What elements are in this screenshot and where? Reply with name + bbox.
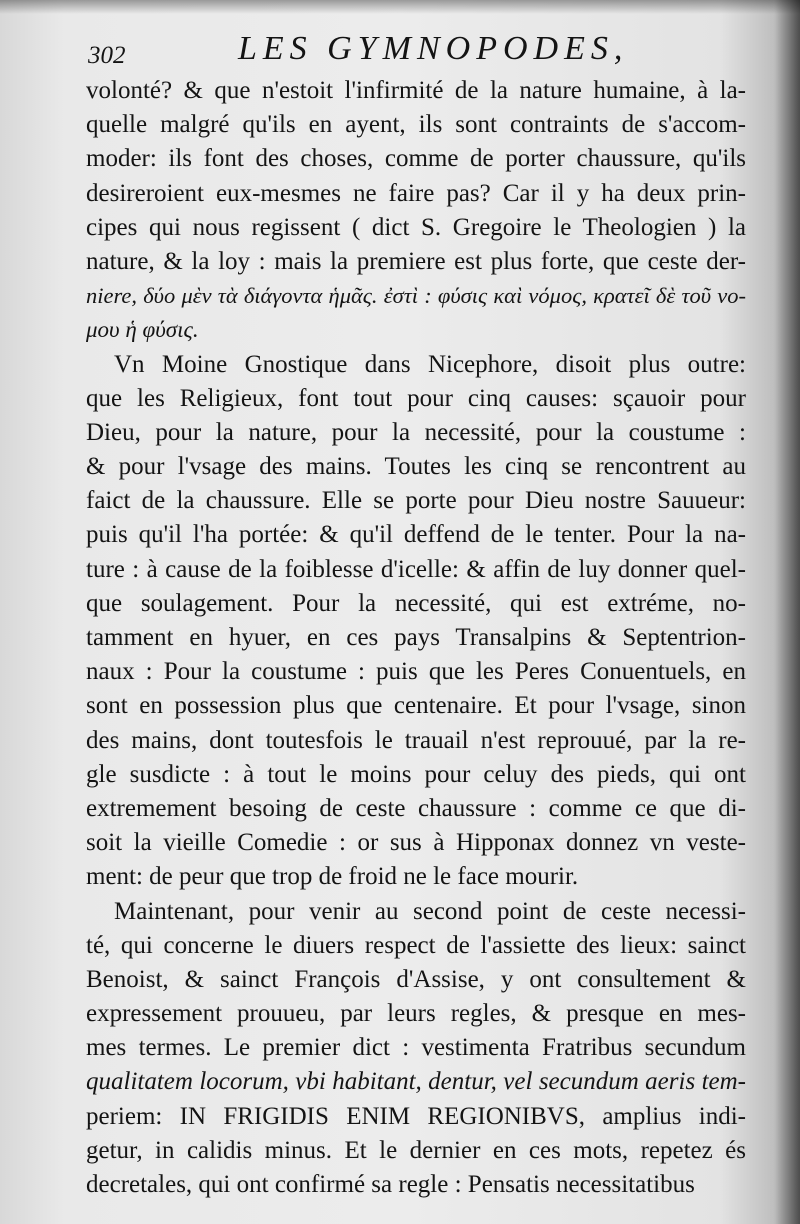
text-line: des mains, dont toutesfois le trauail n'est reprouué, par la re- bbox=[86, 726, 746, 754]
page-top-shadow bbox=[0, 0, 800, 14]
page-number: 302 bbox=[88, 42, 126, 69]
body-text bbox=[86, 74, 746, 1202]
text-line: Benoist, & sainct François d'Assise, y ont consultement & bbox=[86, 965, 746, 993]
page-header bbox=[88, 28, 728, 74]
text-line: desireroient eux-mesmes ne faire pas? Car il y ha deux prin- bbox=[86, 179, 746, 207]
latin-quotation-line: qualitatem locorum, vbi habitant, dentur, vel secundum aeris tem- bbox=[86, 1068, 746, 1096]
text-line: quelle malgré qu'ils en ayent, ils sont contraints de s'accom- bbox=[86, 111, 746, 139]
text-line: & pour l'vsage des mains. Toutes les cinq se rencontrent au bbox=[86, 453, 746, 481]
text-line: moder: ils font des choses, comme de porter chaussure, qu'ils bbox=[86, 145, 746, 173]
paragraph-first-line: Vn Moine Gnostique dans Nicephore, disoit plus outre: bbox=[114, 350, 746, 378]
text-line: cipes qui nous regissent ( dict S. Gregoire le Theologien ) la bbox=[86, 213, 746, 241]
text-line: volonté? & que n'estoit l'infirmité de la nature humaine, à la- bbox=[86, 77, 746, 104]
text-line: expressement prouueu, par leurs regles, & presque en mes- bbox=[86, 1000, 746, 1028]
text-line: getur, in calidis minus. Et le dernier en ces mots, repetez és bbox=[86, 1136, 746, 1164]
text-line: puis qu'il l'ha portée: & qu'il deffend de le tenter. Pour la na- bbox=[86, 521, 746, 549]
page-spine-shadow bbox=[774, 0, 800, 1224]
text-line: tamment en hyuer, en ces pays Transalpins & Septentrion- bbox=[86, 624, 746, 651]
text-line: Dieu, pour la nature, pour la necessité, pour la coustume : bbox=[86, 418, 746, 446]
running-head: LES GYMNOPODES, bbox=[238, 30, 629, 67]
text-line: extremement besoing de ceste chaussure : comme ce que di- bbox=[86, 794, 746, 822]
greek-quotation-line: μου ἡ φύσις. bbox=[86, 317, 199, 343]
text-line: soit la vieille Comedie : or sus à Hipponax donnez vn veste- bbox=[86, 829, 746, 857]
text-line: mes termes. Le premier dict : vestimenta Fratribus secundum bbox=[86, 1034, 746, 1062]
text-line: faict de la chaussure. Elle se porte pour Dieu nostre Sauueur: bbox=[86, 487, 746, 515]
text-line: que soulagement. Pour la necessité, qui est extréme, no- bbox=[86, 589, 746, 617]
text-line: gle susdicte : à tout le moins pour celuy des pieds, qui ont bbox=[86, 760, 746, 788]
paragraph-first-line: Maintenant, pour venir au second point de ceste necessi- bbox=[114, 897, 746, 925]
text-line: ture : à cause de la foiblesse d'icelle: & affin de luy donner quel- bbox=[86, 555, 746, 583]
text-line: té, qui concerne le diuers respect de l'assiette des lieux: sainct bbox=[86, 931, 746, 959]
text-line: nature, & la loy : mais la premiere est plus forte, que ceste der- bbox=[86, 247, 746, 275]
text-line: decretales, qui ont confirmé sa regle : Pensatis necessitatibus bbox=[86, 1171, 695, 1198]
greek-quotation-line: niere, δύο μὲν τὰ διάγοντα ἡμᾶς. ἐστὶ : φύσις καὶ νόμος, κρατεῖ δὲ τοῦ νο- bbox=[86, 283, 746, 309]
text-line: naux : Pour la coustume : puis que les Peres Conuentuels, en bbox=[86, 658, 746, 686]
text-line: ment: de peur que trop de froid ne le face mourir. bbox=[86, 863, 579, 891]
latin-quotation-line: periem: IN FRIGIDIS ENIM REGIONIBVS, amplius indi- bbox=[86, 1102, 746, 1130]
text-line: que les Religieux, font tout pour cinq causes: sçauoir pour bbox=[86, 384, 746, 412]
text-line: sont en possession plus que centenaire. Et pour l'vsage, sinon bbox=[86, 692, 746, 720]
